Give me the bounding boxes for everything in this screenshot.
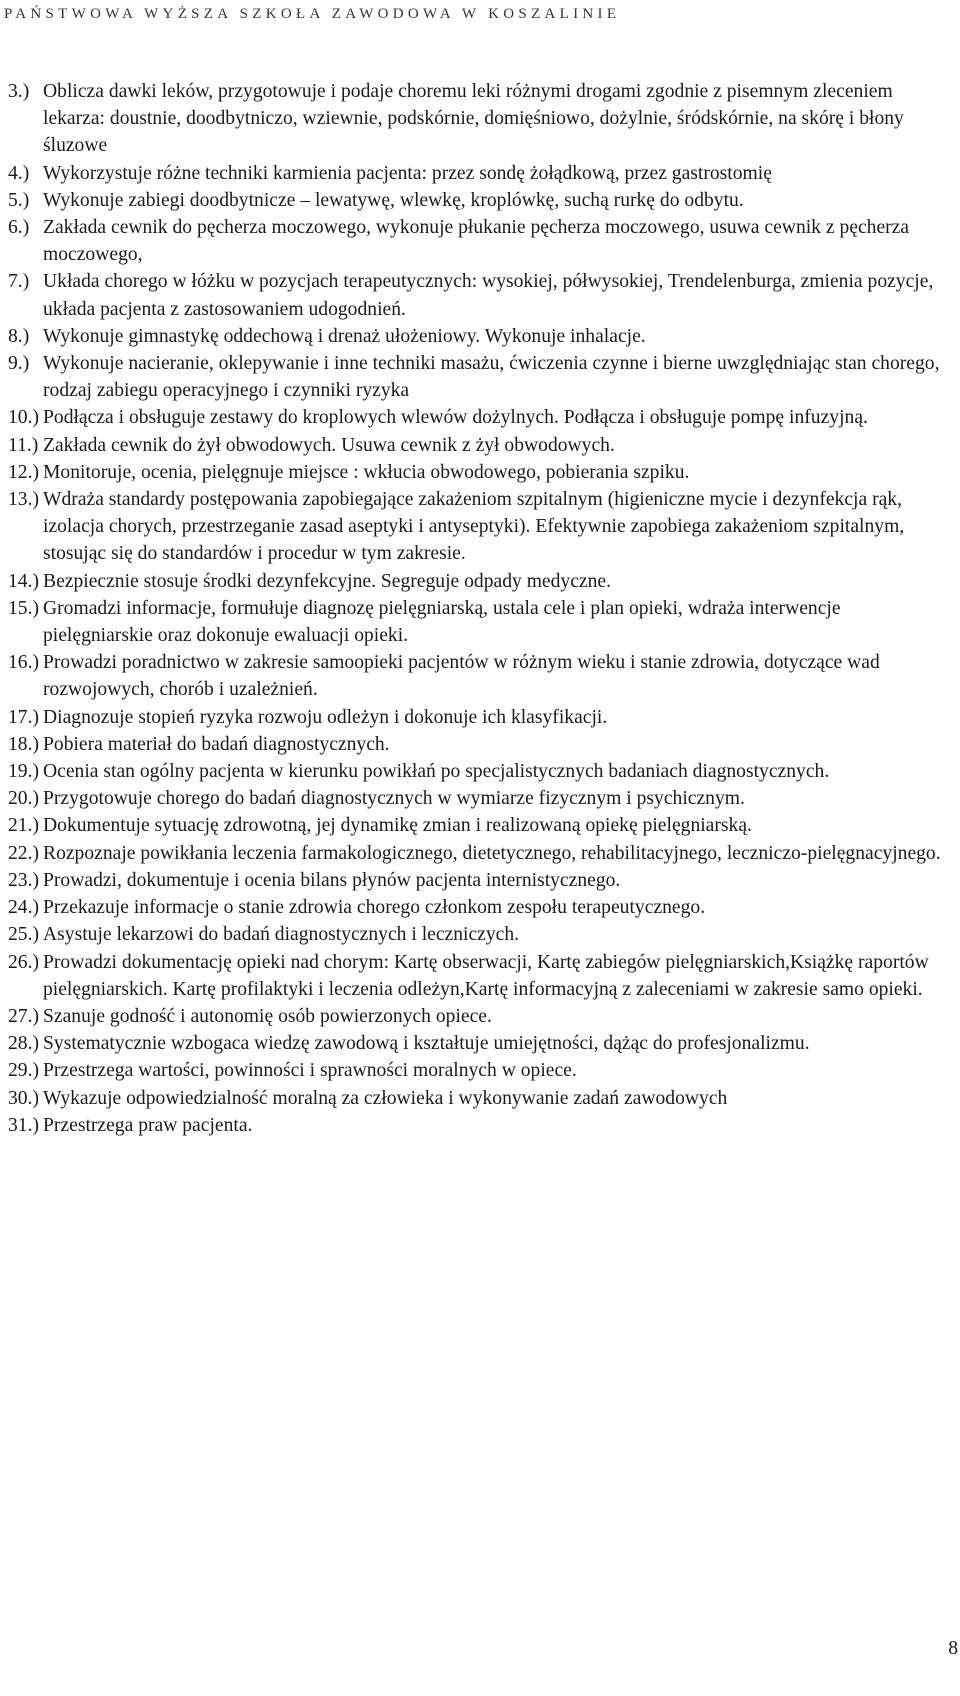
page-number: 8 xyxy=(948,1638,958,1659)
list-item-number: 6.) xyxy=(8,217,30,239)
list-item xyxy=(8,731,943,758)
list-item-number: 4.) xyxy=(8,162,30,184)
list-item-number: 18.) xyxy=(8,733,40,755)
list-item-number: 27.) xyxy=(8,1005,40,1027)
list-item-number: 11.) xyxy=(8,434,39,456)
list-item-number: 28.) xyxy=(8,1033,40,1055)
list-item xyxy=(8,268,943,322)
list-item xyxy=(8,323,943,350)
list-item-text: Prowadzi, dokumentuje i ocenia bilans płynów pacjenta internistycznego. xyxy=(43,869,621,891)
list-item xyxy=(8,432,943,459)
list-item-number: 26.) xyxy=(8,951,40,973)
list-item-number: 7.) xyxy=(8,271,30,293)
list-item-number: 25.) xyxy=(8,924,40,946)
list-item-number: 20.) xyxy=(8,788,40,810)
list-item-number: 21.) xyxy=(8,815,40,837)
list-item-text: Wykonuje nacieranie, oklepywanie i inne techniki masażu, ćwiczenia czynne i bierne uwzględniając stan chorego, rodzaj zabiegu operacyjnego i czynniki ryzyka xyxy=(43,353,940,402)
list-item xyxy=(8,1085,943,1112)
list-item-text: Wykorzystuje różne techniki karmienia pacjenta: przez sondę żołądkową, przez gastrostomię xyxy=(43,162,772,184)
list-item xyxy=(8,1112,943,1139)
list-item-number: 14.) xyxy=(8,570,40,592)
list-item xyxy=(8,214,943,268)
list-item-text: Pobiera materiał do badań diagnostycznych. xyxy=(43,733,390,755)
list-item-text: Przygotowuje chorego do badań diagnostycznych w wymiarze fizycznym i psychicznym. xyxy=(43,788,745,810)
list-item-text: Bezpiecznie stosuje środki dezynfekcyjne. Segreguje odpady medyczne. xyxy=(43,570,612,592)
list-item-number: 17.) xyxy=(8,706,40,728)
list-item-text: Szanuje godność i autonomię osób powierzonych opiece. xyxy=(43,1005,492,1027)
list-item xyxy=(8,1057,943,1084)
list-item xyxy=(8,459,943,486)
list-item-text: Zakłada cewnik do żył obwodowych. Usuwa cewnik z żył obwodowych. xyxy=(43,434,615,456)
list-item-number: 23.) xyxy=(8,869,40,891)
list-item-number: 19.) xyxy=(8,761,40,783)
page-header: PAŃSTWOWA WYŻSZA SZKOŁA ZAWODOWA W KOSZALINIE xyxy=(4,6,621,22)
list-item-text: Podłącza i obsługuje zestawy do kroplowych wlewów dożylnych. Podłącza i obsługuje pompę infuzyjną. xyxy=(43,407,868,429)
list-item-text: Systematycznie wzbogaca wiedzę zawodową i kształtuje umiejętności, dążąc do profesjonalizmu. xyxy=(43,1033,810,1055)
list-item-text: Oblicza dawki leków, przygotowuje i podaje choremu leki różnymi drogami zgodnie z pisemnym zleceniem lekarza: doustnie, doodbytniczo, wziewnie, podskórnie, domięśniowo, dożylnie, śródskórnie, na skórę i błony śluzowe xyxy=(43,81,904,157)
list-item xyxy=(8,568,943,595)
list-item-text: Przestrzega praw pacjenta. xyxy=(43,1114,253,1136)
list-item xyxy=(8,486,943,568)
list-item-number: 15.) xyxy=(8,597,40,619)
list-item xyxy=(8,812,943,839)
list-item xyxy=(8,867,943,894)
list-item-text: Gromadzi informacje, formułuje diagnozę pielęgniarską, ustala cele i plan opieki, wdraża interwencje pielęgniarskie oraz dokonuje ewaluacji opieki. xyxy=(43,597,841,647)
list-item-text: Rozpoznaje powikłania leczenia farmakologicznego, dietetycznego, rehabilitacyjnego, leczniczo-pielęgnacyjnego. xyxy=(43,842,941,864)
list-item-text: Wykonuje gimnastykę oddechową i drenaż ułożeniowy. Wykonuje inhalacje. xyxy=(43,325,646,347)
list-item-text: Prowadzi poradnictwo w zakresie samoopieki pacjentów w różnym wieku i stanie zdrowia, dotyczące wad rozwojowych, chorób i uzależnień. xyxy=(43,652,880,701)
list-item-number: 13.) xyxy=(8,489,40,511)
list-item xyxy=(8,404,943,431)
list-item-text: Prowadzi dokumentację opieki nad chorym: Kartę obserwacji, Kartę zabiegów pielęgniarskich,Książkę raportów pielęgniarskich. Kartę profilaktyki i leczenia odleżyn,Kartę informacyjną z zaleceniami w zakresie samo opieki. xyxy=(43,951,929,1000)
list-item xyxy=(8,649,943,703)
list-item-text: Monitoruje, ocenia, pielęgnuje miejsce : wkłucia obwodowego, pobierania szpiku. xyxy=(43,461,690,483)
list-item xyxy=(8,785,943,812)
list-item-text: Ocenia stan ogólny pacjenta w kierunku powikłań po specjalistycznych badaniach diagnostycznych. xyxy=(43,761,830,783)
list-item xyxy=(8,704,943,731)
list-item-number: 8.) xyxy=(8,325,30,347)
list-item xyxy=(8,78,943,160)
list-item-number: 3.) xyxy=(8,81,30,102)
list-item-number: 31.) xyxy=(8,1114,40,1136)
list-item xyxy=(8,1003,943,1030)
list-item-text: Wykonuje zabiegi doodbytnicze – lewatywę, wlewkę, kroplówkę, suchą rurkę do odbytu. xyxy=(43,189,744,211)
list-item-text: Wykazuje odpowiedzialność moralną za człowieka i wykonywanie zadań zawodowych xyxy=(43,1087,728,1109)
list-item xyxy=(8,160,943,187)
list-item xyxy=(8,894,943,921)
list-item xyxy=(8,350,943,404)
list-item-text: Przestrzega wartości, powinności i sprawności moralnych w opiece. xyxy=(43,1060,577,1082)
list-item xyxy=(8,840,943,867)
list-item-text: Diagnozuje stopień ryzyka rozwoju odleżyn i dokonuje ich klasyfikacji. xyxy=(43,706,608,728)
list-item xyxy=(8,1030,943,1057)
list-item-number: 9.) xyxy=(8,353,30,375)
list-item-number: 5.) xyxy=(8,189,30,211)
list-item xyxy=(8,187,943,214)
list-item xyxy=(8,949,943,1003)
list-item-text: Układa chorego w łóżku w pozycjach terapeutycznych: wysokiej, półwysokiej, Trendelenburga, zmienia pozycje, układa pacjenta z zastosowaniem udogodnień. xyxy=(43,271,934,320)
list-item-text: Wdraża standardy postępowania zapobiegające zakażeniom szpitalnym (higieniczne mycie i dezynfekcja rąk, izolacja chorych, przestrzeganie zasad aseptyki i antyseptyki). Efektywnie zapobiega zakażeniom szpitalnym, stosując się do standardów i procedur w tym zakresie. xyxy=(43,489,905,565)
list-item-number: 10.) xyxy=(8,407,40,429)
list-item-number: 24.) xyxy=(8,897,40,919)
list-item-text: Zakłada cewnik do pęcherza moczowego, wykonuje płukanie pęcherza moczowego, usuwa cewnik z pęcherza moczowego, xyxy=(43,217,910,266)
list-item-number: 12.) xyxy=(8,461,40,483)
list-item xyxy=(8,921,943,948)
list-item-text: Asystuje lekarzowi do badań diagnostycznych i leczniczych. xyxy=(43,924,520,946)
list-item-text: Przekazuje informacje o stanie zdrowia chorego członkom zespołu terapeutycznego. xyxy=(43,897,706,919)
list-item-text: Dokumentuje sytuację zdrowotną, jej dynamikę zmian i realizowaną opiekę pielęgniarską. xyxy=(43,815,752,837)
list-item xyxy=(8,595,943,649)
competency-list xyxy=(8,78,943,1139)
list-item-number: 16.) xyxy=(8,652,40,674)
list-item xyxy=(8,758,943,785)
list-item-number: 29.) xyxy=(8,1060,40,1082)
list-item-number: 30.) xyxy=(8,1087,40,1109)
list-item-number: 22.) xyxy=(8,842,40,864)
